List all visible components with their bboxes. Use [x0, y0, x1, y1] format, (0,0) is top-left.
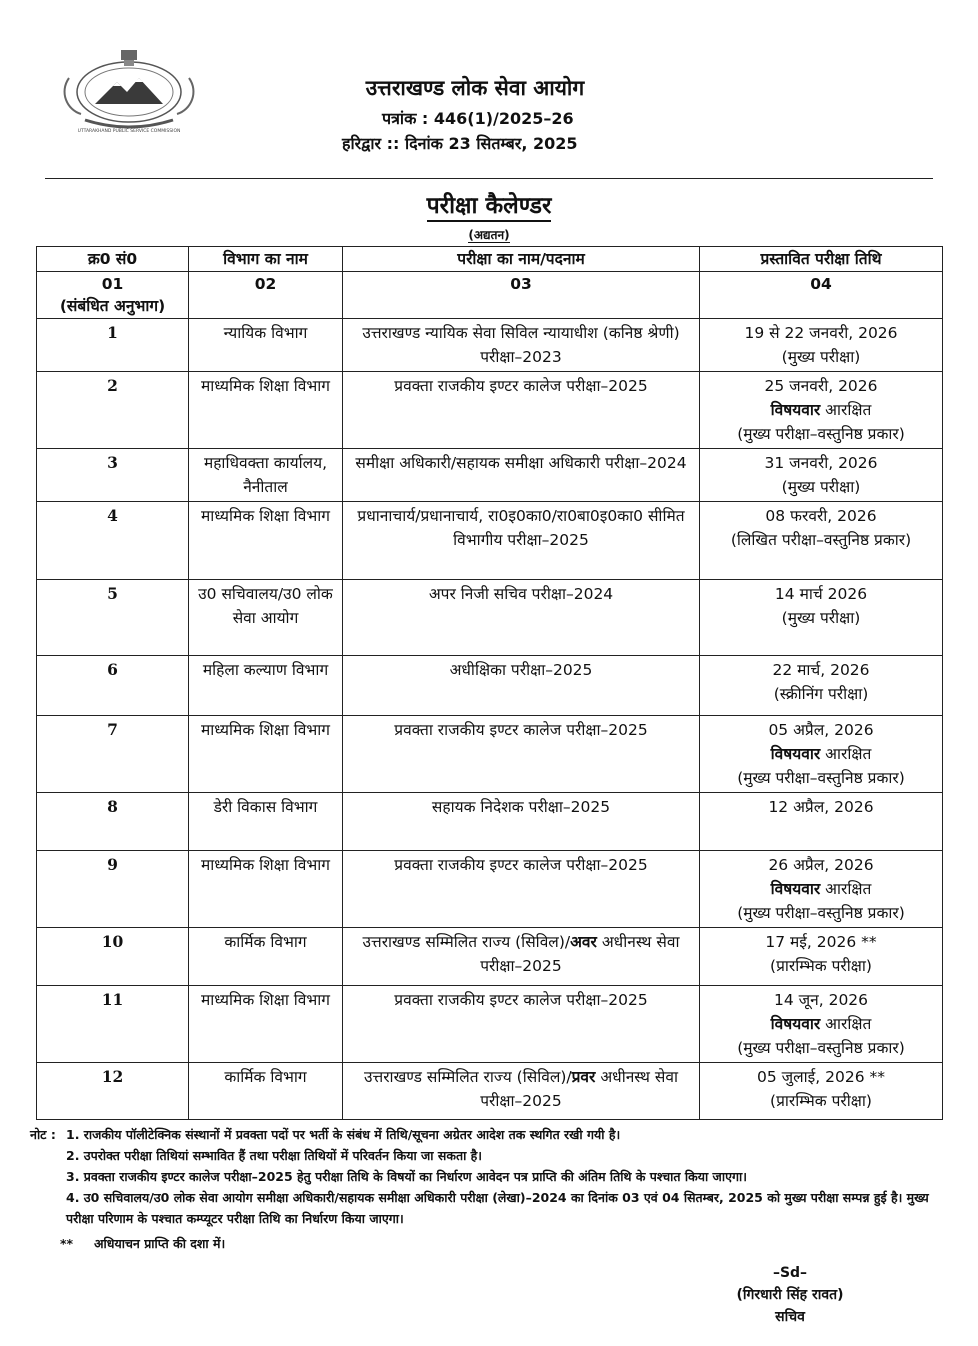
- note-item: नोट : 1. राजकीय पॉलीटेक्निक संस्थानों में प्रवक्ता पदों पर भर्ती के संबंध में तिथि/सूचना अग्रेतर आदेश तक स्थगित रखी गयी है।: [30, 1124, 958, 1145]
- exam-date: 14 जून, 2026 विषयवार आरक्षित (मुख्य परीक्षा–वस्तुनिष्ठ प्रकार): [700, 986, 943, 1063]
- exam-name: उत्तराखण्ड सम्मिलित राज्य (सिविल)/अवर अधीनस्थ सेवा परीक्षा–2025: [343, 928, 700, 986]
- serial-number: 11: [37, 986, 189, 1063]
- serial-number: 8: [37, 793, 189, 851]
- exam-calendar-table: [36, 246, 943, 1120]
- serial-number: 12: [37, 1063, 189, 1120]
- signatory-designation: सचिव: [775, 1309, 805, 1325]
- col-number-2: 02: [189, 272, 343, 319]
- table-row: [37, 319, 943, 372]
- exam-name: उत्तराखण्ड न्यायिक सेवा सिविल न्यायाधीश (कनिष्ठ श्रेणी) परीक्षा–2023: [343, 319, 700, 372]
- serial-number: 10: [37, 928, 189, 986]
- exam-name: उत्तराखण्ड सम्मिलित राज्य (सिविल)/प्रवर अधीनस्थ सेवा परीक्षा–2025: [343, 1063, 700, 1120]
- col-number-3: 03: [343, 272, 700, 319]
- notes-section: [30, 1124, 958, 1254]
- column-number-row: [37, 272, 943, 319]
- serial-number: 6: [37, 656, 189, 716]
- svg-text:UTTARAKHAND PUBLIC SERVICE COM: UTTARAKHAND PUBLIC SERVICE COMMISSION: [77, 129, 181, 134]
- exam-date: 19 से 22 जनवरी, 2026 (मुख्य परीक्षा): [700, 319, 943, 372]
- department-name: माध्यमिक शिक्षा विभाग: [189, 851, 343, 928]
- exam-name: प्रवक्ता राजकीय इण्टर कालेज परीक्षा–2025: [343, 986, 700, 1063]
- place-date: हरिद्वार :: दिनांक 23 सितम्बर, 2025: [342, 134, 578, 153]
- serial-number: 7: [37, 716, 189, 793]
- star-note: ** अधियाचन प्राप्ति की दशा में।: [60, 1236, 226, 1251]
- table-row: [37, 449, 943, 502]
- department-name: महिला कल्याण विभाग: [189, 656, 343, 716]
- document-subtitle: (अद्यतन): [468, 228, 510, 242]
- table-row: [37, 716, 943, 793]
- exam-date: 05 अप्रैल, 2026 विषयवार आरक्षित (मुख्य परीक्षा–वस्तुनिष्ठ प्रकार): [700, 716, 943, 793]
- exam-name: सहायक निदेशक परीक्षा–2025: [343, 793, 700, 851]
- table-row: [37, 986, 943, 1063]
- signature-block: [710, 1262, 870, 1328]
- exam-name: प्रवक्ता राजकीय इण्टर कालेज परीक्षा–2025: [343, 716, 700, 793]
- department-name: डेरी विकास विभाग: [189, 793, 343, 851]
- note-item: 4. उ0 सचिवालय/उ0 लोक सेवा आयोग समीक्षा अधिकारी/सहायक समीक्षा अधिकारी परीक्षा (लेखा)–2024 का दिनांक 03 एवं 04 सितम्बर, 2025 को मुख्य परीक्षा सम्पन्न हुई है। मुख्य परीक्षा परिणाम के पश्चात कम्प्यूटर परीक्षा तिथि का निर्धारण किया जाएगा।: [66, 1190, 929, 1226]
- header-department: विभाग का नाम: [189, 247, 343, 272]
- department-name: माध्यमिक शिक्षा विभाग: [189, 372, 343, 449]
- exam-name: अपर निजी सचिव परीक्षा–2024: [343, 580, 700, 656]
- signed-mark: –Sd–: [772, 1265, 808, 1281]
- department-name: कार्मिक विभाग: [189, 1063, 343, 1120]
- exam-date: 08 फरवरी, 2026 (लिखित परीक्षा–वस्तुनिष्ठ प्रकार): [700, 502, 943, 580]
- exam-date: 26 अप्रैल, 2026 विषयवार आरक्षित (मुख्य परीक्षा–वस्तुनिष्ठ प्रकार): [700, 851, 943, 928]
- serial-number: 2: [37, 372, 189, 449]
- reference-number: पत्रांक : 446(1)/2025–26: [382, 109, 574, 128]
- note-item: 3. प्रवक्ता राजकीय इण्टर कालेज परीक्षा–2025 हेतु परीक्षा तिथि के विषयों का निर्धारण आवेदन पत्र प्राप्ति की अंतिम तिथि के पश्चात किया जाएगा।: [66, 1169, 747, 1184]
- commission-logo: [55, 48, 203, 134]
- table-row: [37, 928, 943, 986]
- table-row: [37, 793, 943, 851]
- department-name: न्यायिक विभाग: [189, 319, 343, 372]
- letter-header: [330, 74, 630, 154]
- organization-name: उत्तराखण्ड लोक सेवा आयोग: [365, 76, 585, 100]
- department-name: महाधिवक्ता कार्यालय, नैनीताल: [189, 449, 343, 502]
- exam-date: 25 जनवरी, 2026 विषयवार आरक्षित (मुख्य परीक्षा–वस्तुनिष्ठ प्रकार): [700, 372, 943, 449]
- serial-number: 1: [37, 319, 189, 372]
- table-header-row: [37, 247, 943, 272]
- table-row: [37, 1063, 943, 1120]
- table-row: [37, 656, 943, 716]
- section-note: (संबंधित अनुभाग): [59, 297, 166, 315]
- department-name: माध्यमिक शिक्षा विभाग: [189, 502, 343, 580]
- exam-date: 12 अप्रैल, 2026: [700, 793, 943, 851]
- col-number-4: 04: [700, 272, 943, 319]
- department-name: माध्यमिक शिक्षा विभाग: [189, 716, 343, 793]
- serial-number: 4: [37, 502, 189, 580]
- exam-name: प्रधानाचार्य/प्रधानाचार्य, रा0इ0का0/रा0बा0इ0का0 सीमित विभागीय परीक्षा–2025: [343, 502, 700, 580]
- exam-name: अधीक्षिका परीक्षा–2025: [343, 656, 700, 716]
- department-name: कार्मिक विभाग: [189, 928, 343, 986]
- department-name: माध्यमिक शिक्षा विभाग: [189, 986, 343, 1063]
- exam-date: 22 मार्च, 2026 (स्क्रीनिंग परीक्षा): [700, 656, 943, 716]
- document-title: परीक्षा कैलेण्डर: [0, 188, 978, 220]
- exam-date: 17 मई, 2026 ** (प्रारम्भिक परीक्षा): [700, 928, 943, 986]
- exam-name: प्रवक्ता राजकीय इण्टर कालेज परीक्षा–2025: [343, 851, 700, 928]
- signatory-name: (गिरधारी सिंह रावत): [736, 1287, 844, 1303]
- notes-label: नोट :: [30, 1127, 56, 1142]
- table-row: [37, 502, 943, 580]
- header-exam: परीक्षा का नाम/पदनाम: [343, 247, 700, 272]
- department-name: उ0 सचिवालय/उ0 लोक सेवा आयोग: [189, 580, 343, 656]
- header-serial: क्र0 सं0: [37, 247, 189, 272]
- exam-date: 05 जुलाई, 2026 ** (प्रारम्भिक परीक्षा): [700, 1063, 943, 1120]
- exam-date: 14 मार्च 2026 (मुख्य परीक्षा): [700, 580, 943, 656]
- header-divider: [45, 178, 933, 179]
- exam-date: 31 जनवरी, 2026 (मुख्य परीक्षा): [700, 449, 943, 502]
- table-row: [37, 851, 943, 928]
- table-row: [37, 372, 943, 449]
- exam-name: समीक्षा अधिकारी/सहायक समीक्षा अधिकारी परीक्षा–2024: [343, 449, 700, 502]
- serial-number: 3: [37, 449, 189, 502]
- serial-number: 9: [37, 851, 189, 928]
- col-number-1: 01 (संबंधित अनुभाग): [37, 272, 189, 319]
- exam-name: प्रवक्ता राजकीय इण्टर कालेज परीक्षा–2025: [343, 372, 700, 449]
- table-row: [37, 580, 943, 656]
- header-date: प्रस्तावित परीक्षा तिथि: [700, 247, 943, 272]
- note-item: 2. उपरोक्त परीक्षा तिथियां सम्भावित हैं तथा परीक्षा तिथियों में परिवर्तन किया जा सकता है।: [66, 1148, 483, 1163]
- serial-number: 5: [37, 580, 189, 656]
